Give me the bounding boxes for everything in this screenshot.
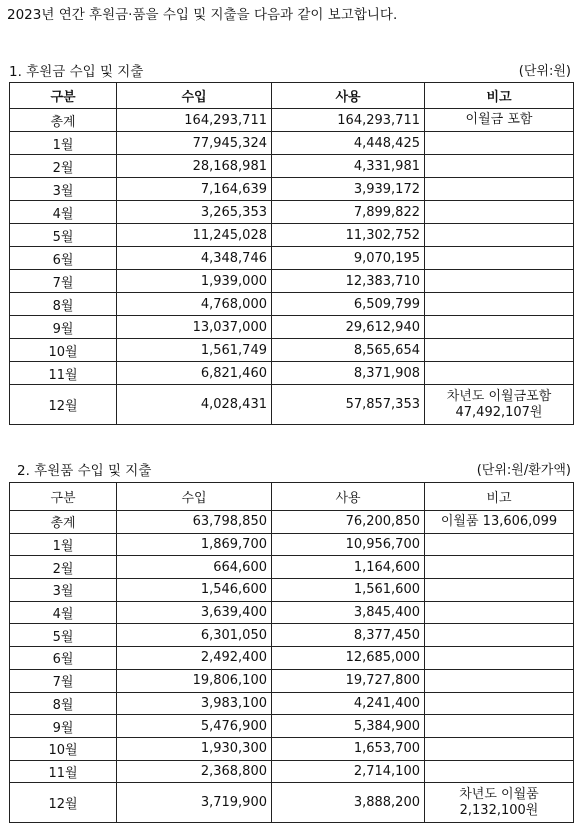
table-row (10, 109, 574, 132)
note-cell (425, 224, 574, 247)
row-label: 10월 (10, 339, 117, 362)
row-label: 12월 (10, 783, 117, 823)
row-label: 3월 (10, 579, 117, 602)
row-label: 1월 (10, 533, 117, 556)
income-cell: 1,546,600 (117, 579, 272, 602)
note-cell (425, 339, 574, 362)
header-income: 수입 (117, 83, 272, 109)
row-label: 총계 (10, 511, 117, 534)
note-cell (425, 270, 574, 293)
income-cell: 5,476,900 (117, 715, 272, 738)
income-cell: 4,768,000 (117, 293, 272, 316)
use-cell: 4,331,981 (272, 155, 425, 178)
use-cell: 1,561,600 (272, 579, 425, 602)
income-cell: 2,492,400 (117, 647, 272, 670)
note-line: 2,132,100원 (459, 802, 539, 818)
use-cell: 4,448,425 (272, 132, 425, 155)
use-cell: 11,302,752 (272, 224, 425, 247)
note-line: 이월금 포함 (465, 112, 533, 127)
note-cell (425, 132, 574, 155)
use-cell: 164,293,711 (272, 109, 425, 132)
use-cell: 5,384,900 (272, 715, 425, 738)
income-cell: 3,719,900 (117, 783, 272, 823)
table-row (10, 339, 574, 362)
table-row (10, 624, 574, 647)
header-note: 비고 (425, 83, 574, 109)
header-category: 구분 (10, 83, 117, 109)
note-line: 47,492,107원 (455, 404, 543, 420)
table-row (10, 601, 574, 624)
row-label: 7월 (10, 669, 117, 692)
row-label: 11월 (10, 760, 117, 783)
table-row (10, 579, 574, 602)
income-cell: 3,983,100 (117, 692, 272, 715)
row-label: 6월 (10, 247, 117, 270)
note-cell (425, 247, 574, 270)
use-cell: 8,377,450 (272, 624, 425, 647)
use-cell: 29,612,940 (272, 316, 425, 339)
income-cell: 3,265,353 (117, 201, 272, 224)
income-cell: 7,164,639 (117, 178, 272, 201)
note-cell (425, 533, 574, 556)
table-row (10, 293, 574, 316)
note-cell (425, 385, 574, 425)
income-cell: 6,301,050 (117, 624, 272, 647)
row-label: 9월 (10, 715, 117, 738)
table-row (10, 647, 574, 670)
income-cell: 28,168,981 (117, 155, 272, 178)
income-cell: 11,245,028 (117, 224, 272, 247)
table-row (10, 737, 574, 760)
use-cell: 1,164,600 (272, 556, 425, 579)
use-cell: 6,509,799 (272, 293, 425, 316)
row-label: 8월 (10, 293, 117, 316)
income-cell: 1,869,700 (117, 533, 272, 556)
note-line: 이월품 13,606,099 (440, 513, 558, 529)
table-row (10, 155, 574, 178)
use-cell: 76,200,850 (272, 511, 425, 534)
table-row (10, 316, 574, 339)
income-cell: 1,939,000 (117, 270, 272, 293)
row-label: 3월 (10, 178, 117, 201)
table-row (10, 132, 574, 155)
use-cell: 8,371,908 (272, 362, 425, 385)
row-label: 6월 (10, 647, 117, 670)
row-label: 1월 (10, 132, 117, 155)
use-cell: 10,956,700 (272, 533, 425, 556)
row-label: 5월 (10, 624, 117, 647)
income-cell: 2,368,800 (117, 760, 272, 783)
note-line: 차년도 이월품 (459, 786, 539, 802)
header-category: 구분 (10, 483, 117, 511)
use-cell: 19,727,800 (272, 669, 425, 692)
use-cell: 2,714,100 (272, 760, 425, 783)
income-cell: 6,821,460 (117, 362, 272, 385)
table-row (10, 669, 574, 692)
note-cell (425, 715, 574, 738)
note-cell (425, 692, 574, 715)
note-cell (425, 669, 574, 692)
row-label: 12월 (10, 385, 117, 425)
note-cell (425, 362, 574, 385)
income-cell: 4,028,431 (117, 385, 272, 425)
section1-title: 1. 후원금 수입 및 지출 (9, 64, 144, 80)
row-label: 2월 (10, 155, 117, 178)
section1-unit: (단위:원) (518, 64, 571, 79)
note-cell (425, 511, 574, 534)
row-label: 11월 (10, 362, 117, 385)
table-row (10, 362, 574, 385)
note-cell (425, 647, 574, 670)
table-row (10, 511, 574, 534)
donation-money-table (9, 82, 574, 425)
use-cell: 12,383,710 (272, 270, 425, 293)
header-use: 사용 (272, 83, 425, 109)
income-cell: 19,806,100 (117, 669, 272, 692)
note-cell (425, 737, 574, 760)
row-label: 7월 (10, 270, 117, 293)
section2-unit: (단위:원/환가액) (476, 463, 571, 478)
use-cell: 1,653,700 (272, 737, 425, 760)
note-cell (425, 624, 574, 647)
use-cell: 3,939,172 (272, 178, 425, 201)
row-label: 4월 (10, 601, 117, 624)
row-label: 8월 (10, 692, 117, 715)
table-row (10, 783, 574, 823)
report-intro: 2023년 연간 후원금·품을 수입 및 지출을 다음과 같이 보고합니다. (7, 7, 398, 23)
table-row (10, 178, 574, 201)
note-cell (425, 316, 574, 339)
income-cell: 3,639,400 (117, 601, 272, 624)
note-line: 차년도 이월금포함 (446, 388, 552, 404)
row-label: 총계 (10, 109, 117, 132)
table-row (10, 533, 574, 556)
note-cell (425, 109, 574, 132)
table-row (10, 692, 574, 715)
row-label: 9월 (10, 316, 117, 339)
note-cell (425, 760, 574, 783)
income-cell: 77,945,324 (117, 132, 272, 155)
table-row (10, 385, 574, 425)
header-note: 비고 (425, 483, 574, 511)
use-cell: 57,857,353 (272, 385, 425, 425)
row-label: 10월 (10, 737, 117, 760)
use-cell: 3,888,200 (272, 783, 425, 823)
header-use: 사용 (272, 483, 425, 511)
use-cell: 3,845,400 (272, 601, 425, 624)
table-row (10, 224, 574, 247)
header-income: 수입 (117, 483, 272, 511)
table-header-row (10, 483, 574, 511)
note-cell (425, 556, 574, 579)
table-row (10, 715, 574, 738)
income-cell: 664,600 (117, 556, 272, 579)
use-cell: 12,685,000 (272, 647, 425, 670)
note-cell (425, 601, 574, 624)
income-cell: 1,561,749 (117, 339, 272, 362)
income-cell: 63,798,850 (117, 511, 272, 534)
section2-title: 2. 후원품 수입 및 지출 (17, 463, 152, 479)
table-header-row (10, 83, 574, 109)
note-cell (425, 155, 574, 178)
use-cell: 7,899,822 (272, 201, 425, 224)
table-row (10, 247, 574, 270)
income-cell: 13,037,000 (117, 316, 272, 339)
row-label: 5월 (10, 224, 117, 247)
table-row (10, 760, 574, 783)
income-cell: 4,348,746 (117, 247, 272, 270)
note-cell (425, 201, 574, 224)
use-cell: 8,565,654 (272, 339, 425, 362)
note-cell (425, 783, 574, 823)
donation-goods-table (9, 482, 574, 823)
note-cell (425, 293, 574, 316)
row-label: 4월 (10, 201, 117, 224)
row-label: 2월 (10, 556, 117, 579)
use-cell: 4,241,400 (272, 692, 425, 715)
income-cell: 164,293,711 (117, 109, 272, 132)
table-row (10, 270, 574, 293)
income-cell: 1,930,300 (117, 737, 272, 760)
table-row (10, 201, 574, 224)
use-cell: 9,070,195 (272, 247, 425, 270)
note-cell (425, 579, 574, 602)
table-row (10, 556, 574, 579)
note-cell (425, 178, 574, 201)
